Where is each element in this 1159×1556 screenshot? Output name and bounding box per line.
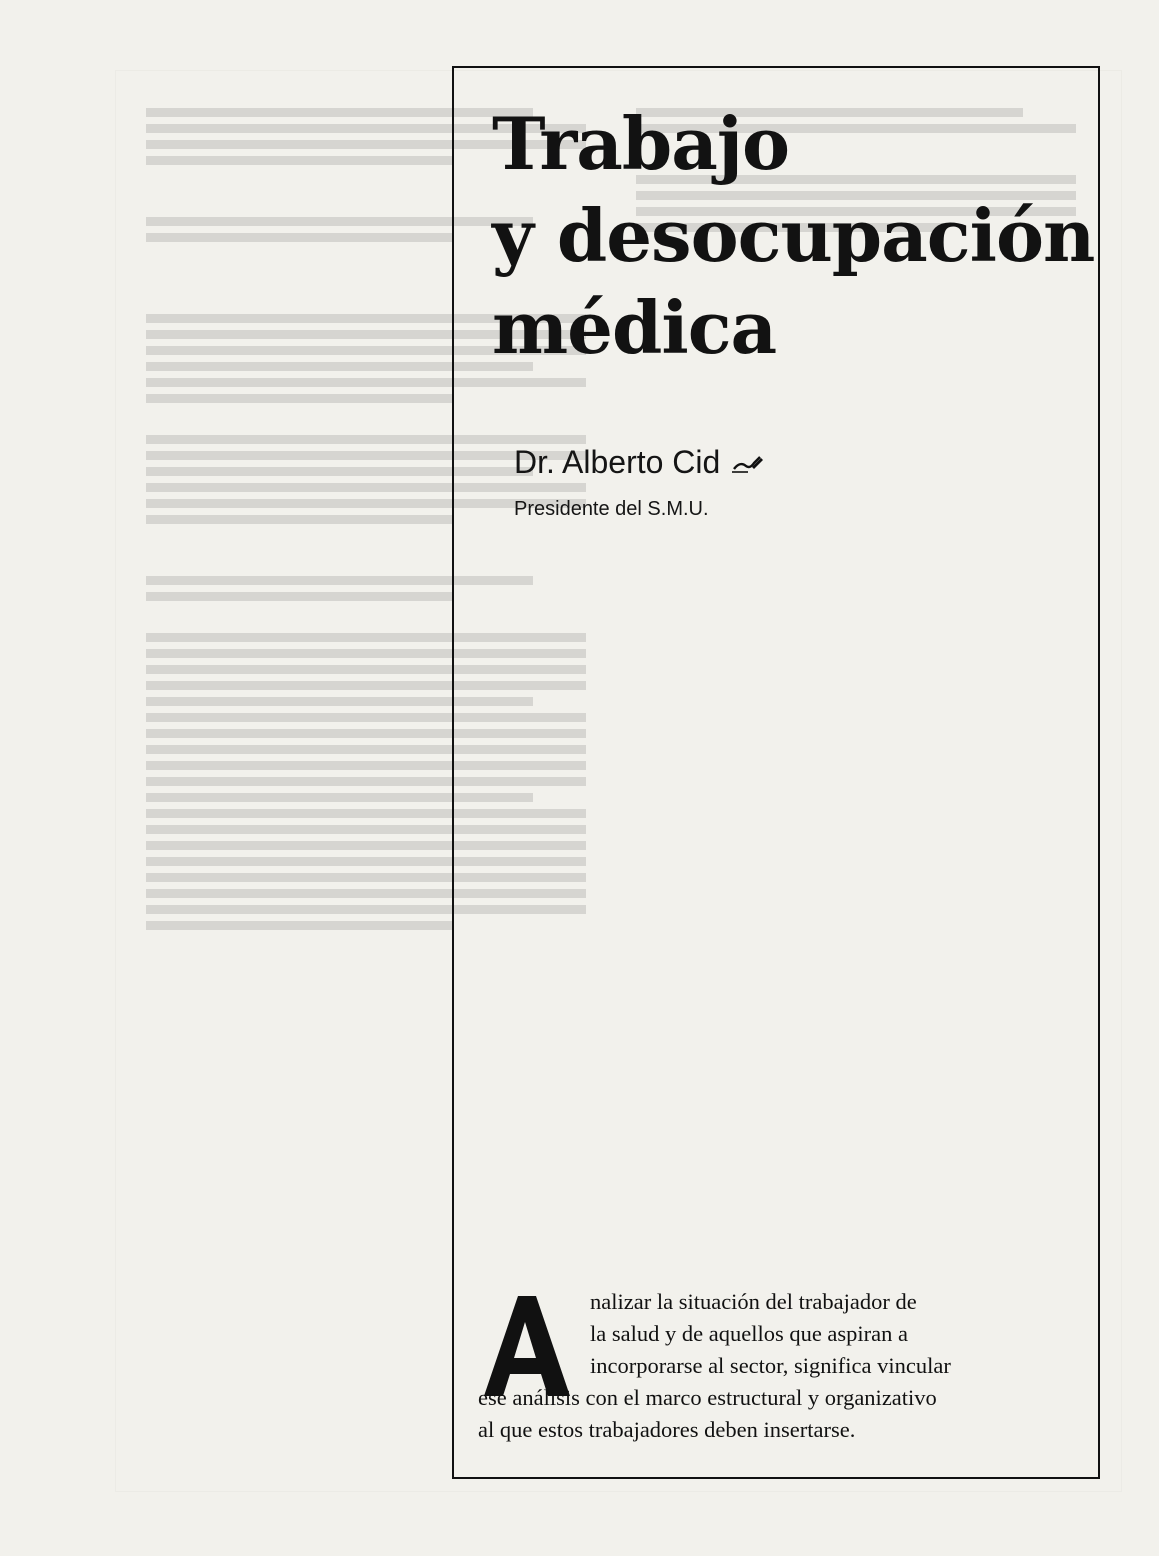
lead-line-3: incorporarse al sector, significa vincular: [590, 1353, 951, 1378]
author-line: [514, 444, 764, 481]
author-name: Dr. Alberto Cid: [514, 444, 721, 480]
article-frame: [452, 66, 1100, 1479]
lead-line-4: ese análisis con el marco estructural y organizativo: [478, 1385, 937, 1410]
lead-line-2: la salud y de aquellos que aspiran a: [590, 1321, 909, 1346]
pen-signature-icon: [730, 452, 764, 474]
lead-paragraph: [478, 1286, 1068, 1446]
title-line-2: y desocupación: [492, 193, 1095, 278]
article-title: [492, 98, 1094, 374]
title-line-1: Trabajo: [492, 101, 789, 186]
lead-line-1: nalizar la situación del trabajador de: [590, 1289, 917, 1314]
lead-line-5: al que estos trabajadores deben insertarse.: [478, 1417, 856, 1442]
author-role: Presidente del S.M.U.: [514, 498, 709, 520]
title-line-3: médica: [492, 285, 777, 370]
